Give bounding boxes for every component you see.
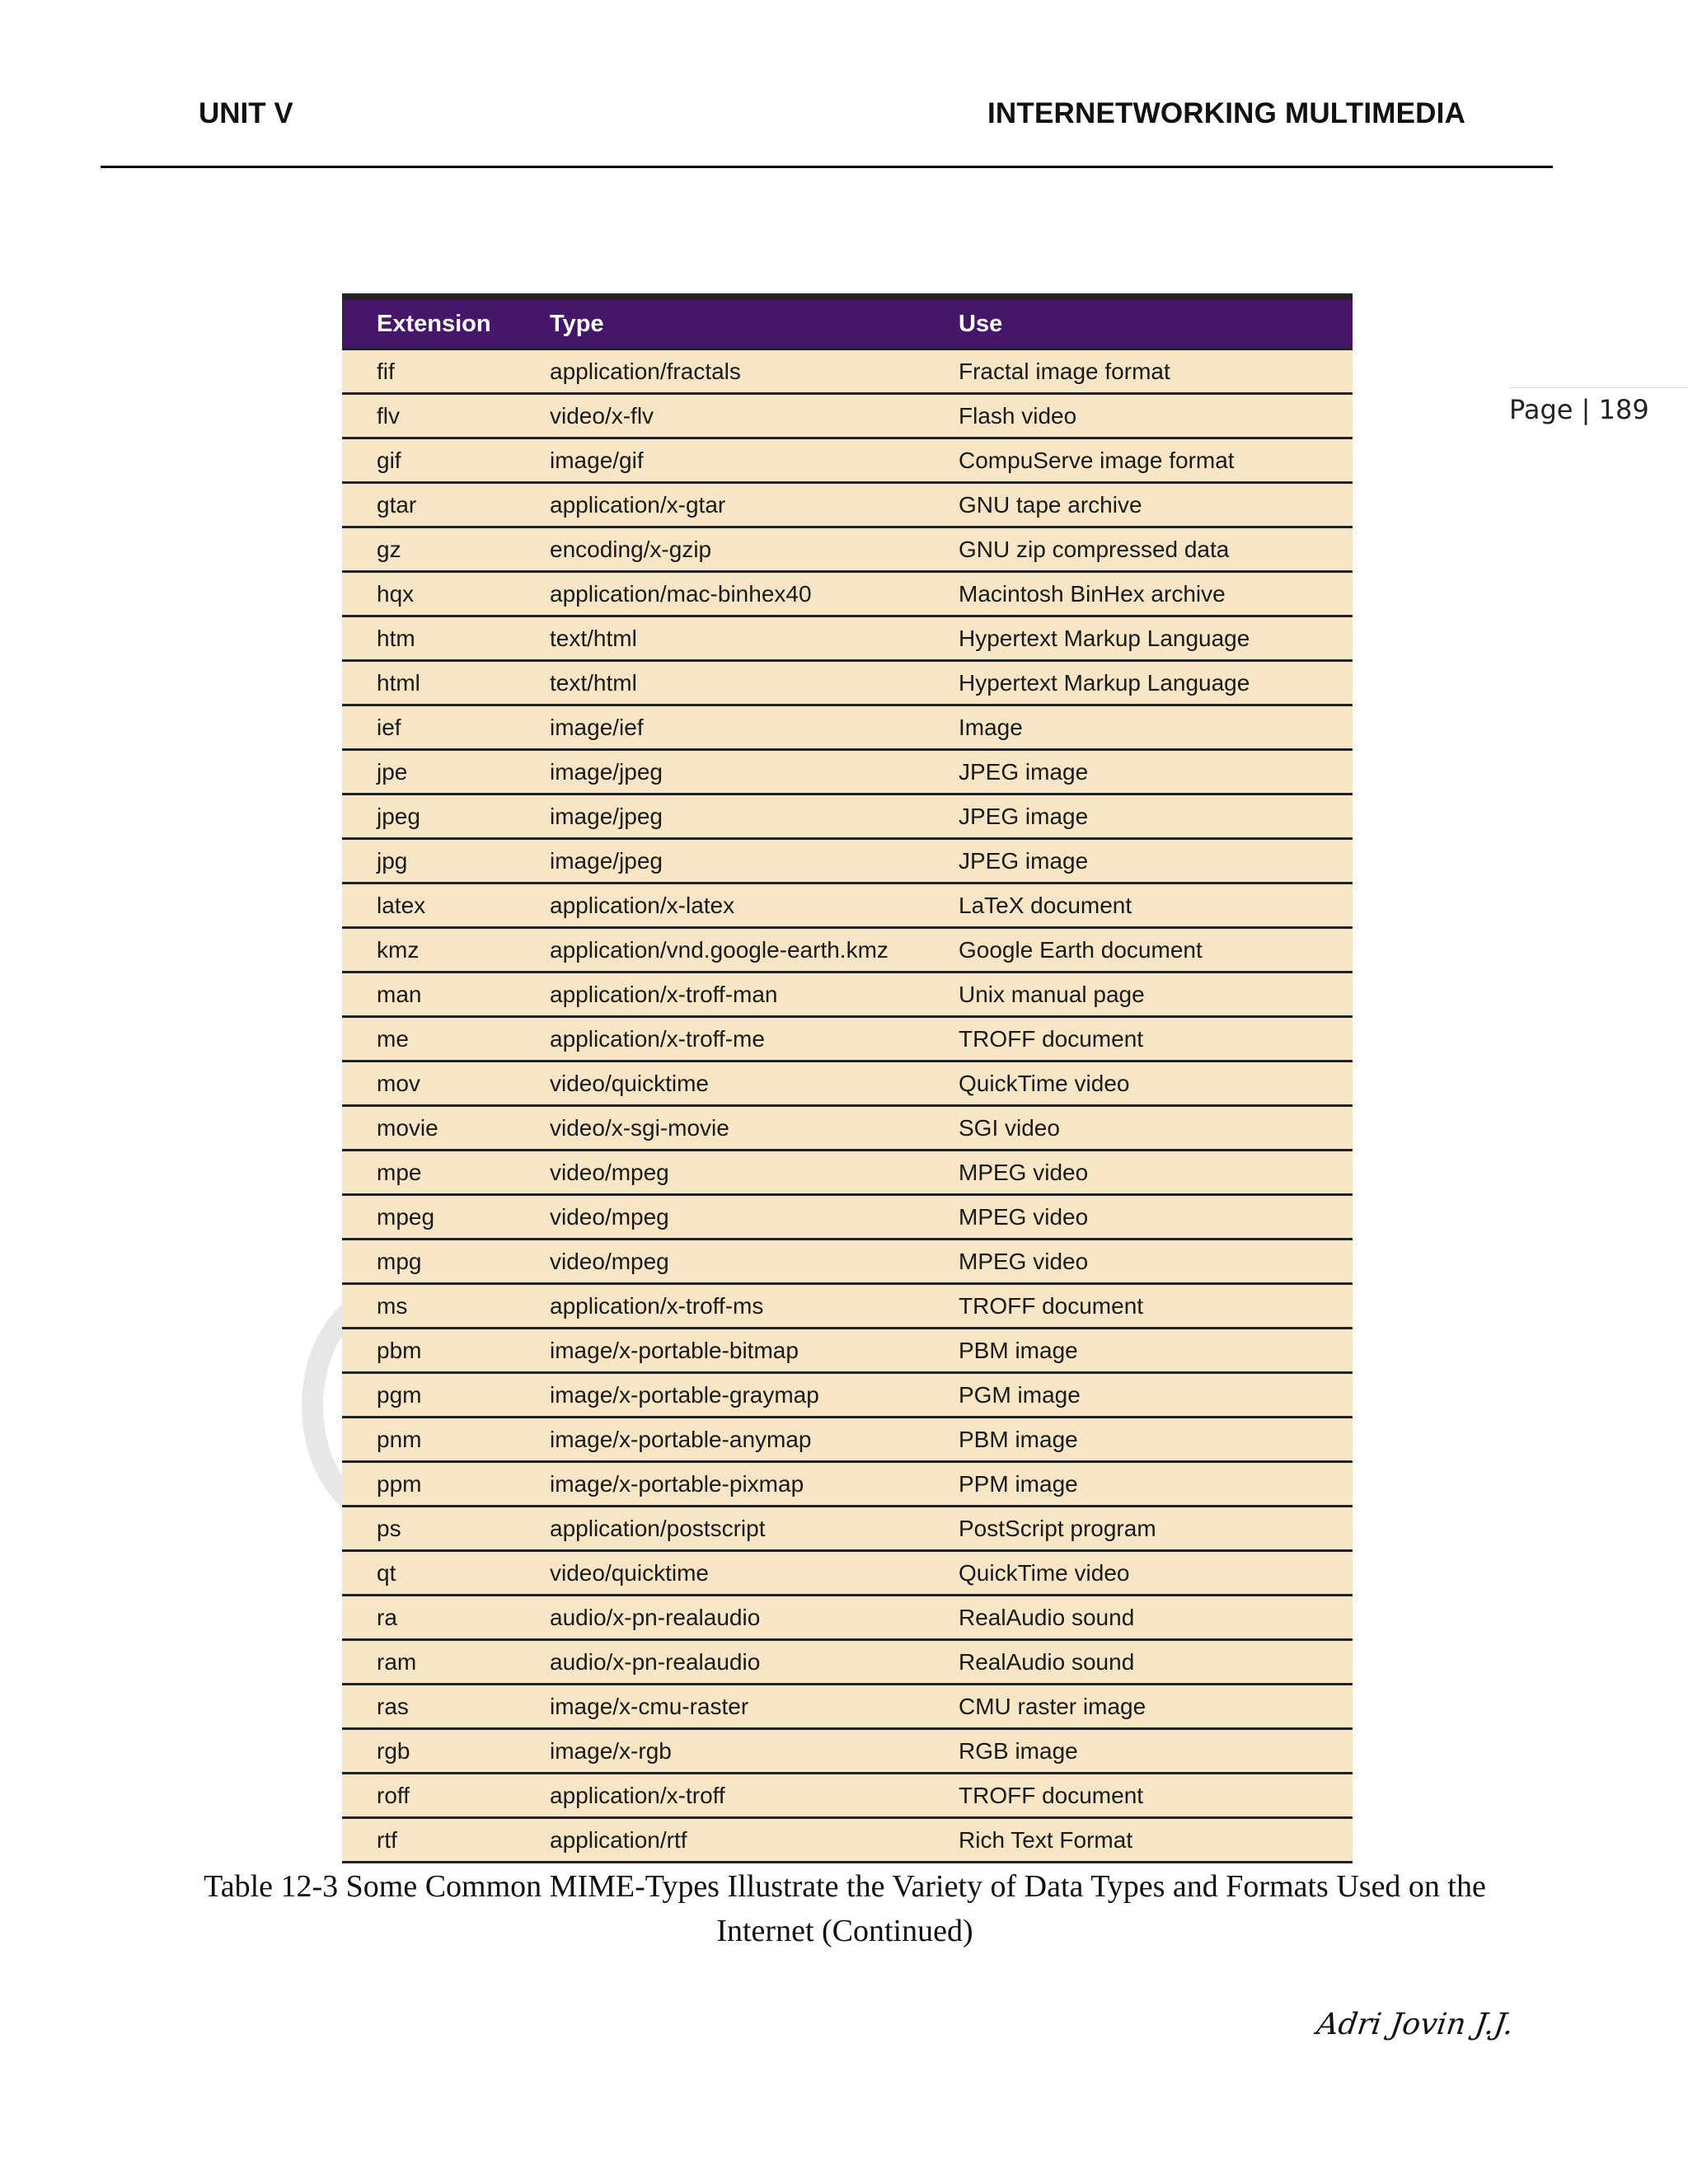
cell-type: application/x-troff-man <box>550 981 778 1007</box>
cell-extension: htm <box>377 625 415 651</box>
column-header-use: Use <box>959 310 1003 337</box>
cell-type: text/html <box>550 669 637 696</box>
table-row <box>342 1329 1353 1374</box>
cell-type: application/x-troff-me <box>550 1025 765 1052</box>
cell-extension: mov <box>377 1070 420 1096</box>
cell-type: audio/x-pn-realaudio <box>550 1648 761 1675</box>
cell-extension: ps <box>377 1515 401 1541</box>
cell-use: PPM image <box>959 1470 1078 1497</box>
cell-extension: pbm <box>377 1337 422 1363</box>
table-row <box>342 1151 1353 1196</box>
cell-type: image/x-portable-bitmap <box>550 1337 799 1363</box>
cell-type: application/fractals <box>550 358 741 384</box>
table-row <box>342 350 1353 395</box>
table-row <box>342 706 1353 751</box>
cell-extension: pgm <box>377 1381 422 1408</box>
table-row <box>342 1018 1353 1062</box>
cell-type: audio/x-pn-realaudio <box>550 1604 761 1630</box>
table-row <box>342 1819 1353 1863</box>
table-row <box>342 1596 1353 1641</box>
table-row <box>342 929 1353 973</box>
cell-use: JPEG image <box>959 803 1089 829</box>
cell-type: video/x-flv <box>550 402 654 429</box>
header-divider <box>101 166 1553 168</box>
table-row <box>342 1418 1353 1463</box>
table-row <box>342 973 1353 1018</box>
cell-use: TROFF document <box>959 1782 1144 1808</box>
table-row <box>342 1507 1353 1552</box>
cell-use: MPEG video <box>959 1159 1089 1185</box>
cell-type: video/mpeg <box>550 1159 669 1185</box>
table-row <box>342 1641 1353 1685</box>
table-row <box>342 751 1353 795</box>
cell-type: encoding/x-gzip <box>550 536 712 562</box>
cell-type: video/quicktime <box>550 1559 709 1586</box>
cell-type: application/postscript <box>550 1515 766 1541</box>
cell-use: PostScript program <box>959 1515 1156 1541</box>
table-row <box>342 1774 1353 1819</box>
table-row <box>342 617 1353 662</box>
cell-use: MPEG video <box>959 1248 1089 1274</box>
chapter-title: INTERNETWORKING MULTIMEDIA <box>987 97 1466 129</box>
cell-use: MPEG video <box>959 1203 1089 1230</box>
cell-use: Hypertext Markup Language <box>959 669 1250 696</box>
cell-use: PGM image <box>959 1381 1081 1408</box>
cell-extension: ppm <box>377 1470 422 1497</box>
cell-use: Flash video <box>959 402 1077 429</box>
cell-extension: gtar <box>377 491 417 518</box>
cell-type: text/html <box>550 625 637 651</box>
table-row <box>342 1062 1353 1107</box>
column-header-type: Type <box>550 310 604 337</box>
cell-use: Fractal image format <box>959 358 1170 384</box>
table-row <box>342 884 1353 929</box>
cell-extension: ra <box>377 1604 397 1630</box>
cell-extension: movie <box>377 1114 438 1141</box>
table-row <box>342 1374 1353 1418</box>
cell-extension: mpe <box>377 1159 422 1185</box>
table-row <box>342 484 1353 528</box>
cell-type: image/x-portable-graymap <box>550 1381 819 1408</box>
table-row <box>342 1552 1353 1596</box>
cell-extension: latex <box>377 892 426 918</box>
cell-type: image/x-portable-anymap <box>550 1426 812 1452</box>
cell-type: image/gif <box>550 447 644 473</box>
cell-use: GNU zip compressed data <box>959 536 1230 562</box>
cell-use: PBM image <box>959 1337 1078 1363</box>
table-caption: Table 12-3 Some Common MIME-Types Illustrate the Variety of Data Types and Formats Used on the Internet (Continued) <box>204 1869 1486 1948</box>
cell-use: JPEG image <box>959 847 1089 874</box>
cell-extension: man <box>377 981 422 1007</box>
cell-use: RealAudio sound <box>959 1604 1135 1630</box>
table-row <box>342 1730 1353 1774</box>
table-row <box>342 795 1353 840</box>
cell-extension: mpg <box>377 1248 422 1274</box>
table-row <box>342 395 1353 439</box>
cell-extension: mpeg <box>377 1203 435 1230</box>
cell-extension: rgb <box>377 1737 410 1764</box>
cell-type: image/jpeg <box>550 803 663 829</box>
cell-extension: html <box>377 669 420 696</box>
cell-type: application/x-troff-ms <box>550 1292 764 1319</box>
cell-type: video/x-sgi-movie <box>550 1114 729 1141</box>
cell-use: TROFF document <box>959 1025 1144 1052</box>
table-row <box>342 528 1353 573</box>
cell-use: Rich Text Format <box>959 1826 1133 1853</box>
cell-type: image/ief <box>550 714 644 740</box>
table-row <box>342 1285 1353 1329</box>
table-row <box>342 439 1353 484</box>
cell-type: video/mpeg <box>550 1203 669 1230</box>
cell-type: image/jpeg <box>550 758 663 785</box>
column-header-extension: Extension <box>377 310 491 337</box>
cell-type: application/rtf <box>550 1826 687 1853</box>
table-row <box>342 1107 1353 1151</box>
cell-use: LaTeX document <box>959 892 1132 918</box>
cell-use: QuickTime video <box>959 1559 1130 1586</box>
cell-extension: rtf <box>377 1826 397 1853</box>
cell-type: application/x-gtar <box>550 491 726 518</box>
cell-type: video/mpeg <box>550 1248 669 1274</box>
table-row <box>342 1240 1353 1285</box>
cell-extension: hqx <box>377 580 415 607</box>
cell-extension: jpeg <box>377 803 420 829</box>
cell-type: image/x-rgb <box>550 1737 672 1764</box>
cell-use: Unix manual page <box>959 981 1145 1007</box>
cell-use: Image <box>959 714 1023 740</box>
author-signature: Adri Jovin J.J. <box>1315 2008 1516 2041</box>
cell-extension: ras <box>377 1693 409 1719</box>
cell-extension: gz <box>377 536 401 562</box>
cell-extension: jpg <box>377 847 408 874</box>
cell-use: Google Earth document <box>959 936 1203 963</box>
cell-extension: qt <box>377 1559 396 1586</box>
cell-extension: gif <box>377 447 401 473</box>
cell-use: GNU tape archive <box>959 491 1142 518</box>
table-row <box>342 662 1353 706</box>
cell-extension: flv <box>377 402 400 429</box>
cell-extension: pnm <box>377 1426 422 1452</box>
page-number: Page | 189 <box>1509 394 1649 425</box>
cell-use: RealAudio sound <box>959 1648 1135 1675</box>
page-number-divider <box>1509 387 1688 388</box>
table-row <box>342 1685 1353 1730</box>
mime-types-table <box>342 293 1353 1863</box>
cell-extension: ms <box>377 1292 408 1319</box>
cell-use: RGB image <box>959 1737 1078 1764</box>
cell-use: SGI video <box>959 1114 1060 1141</box>
cell-use: Hypertext Markup Language <box>959 625 1250 651</box>
cell-extension: roff <box>377 1782 410 1808</box>
cell-type: application/vnd.google-earth.kmz <box>550 936 889 963</box>
cell-type: application/x-troff <box>550 1782 725 1808</box>
cell-type: video/quicktime <box>550 1070 709 1096</box>
cell-type: image/x-cmu-raster <box>550 1693 749 1719</box>
cell-use: QuickTime video <box>959 1070 1130 1096</box>
cell-use: JPEG image <box>959 758 1089 785</box>
table-header-row <box>342 300 1353 350</box>
cell-extension: jpe <box>377 758 408 785</box>
cell-extension: me <box>377 1025 409 1052</box>
cell-use: CompuServe image format <box>959 447 1235 473</box>
cell-type: image/x-portable-pixmap <box>550 1470 804 1497</box>
cell-type: image/jpeg <box>550 847 663 874</box>
cell-use: PBM image <box>959 1426 1078 1452</box>
cell-type: application/mac-binhex40 <box>550 580 812 607</box>
unit-title: UNIT V <box>199 97 293 129</box>
cell-extension: fif <box>377 358 395 384</box>
cell-extension: kmz <box>377 936 420 963</box>
table-row <box>342 1196 1353 1240</box>
cell-type: application/x-latex <box>550 892 735 918</box>
cell-extension: ram <box>377 1648 417 1675</box>
table-row <box>342 840 1353 884</box>
table-row <box>342 573 1353 617</box>
cell-use: TROFF document <box>959 1292 1144 1319</box>
table-row <box>342 1463 1353 1507</box>
cell-use: CMU raster image <box>959 1693 1146 1719</box>
cell-extension: ief <box>377 714 401 740</box>
cell-use: Macintosh BinHex archive <box>959 580 1226 607</box>
